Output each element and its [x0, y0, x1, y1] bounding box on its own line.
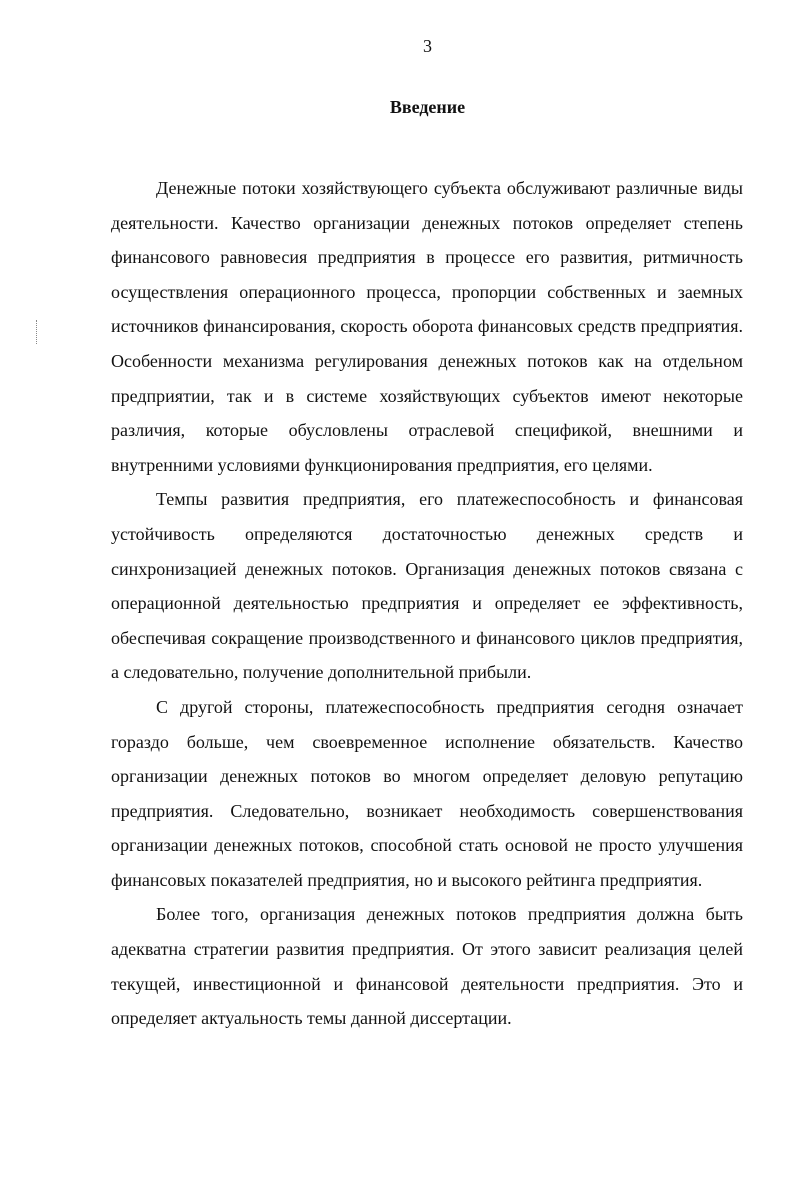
paragraph-4: Более того, организация денежных потоков предприятия должна быть адекватна стратегии развития предприятия. От этого зависит реализация целей текущей, инвестиционной и финансовой деятельности предприятия. Это и определяет актуальность темы данной диссертации. [111, 904, 743, 1029]
page-number: 3 [423, 36, 432, 56]
section-title: Введение [389, 97, 466, 117]
margin-scan-mark [36, 320, 39, 344]
paragraph-2: Темпы развития предприятия, его платежеспособность и финансовая устойчивость определяются достаточностью денежных средств и синхронизацией денежных потоков. Организация денежных потоков связана с операционной деятельностью предприятия и определяет ее эффективность, обеспечивая сокращение производственного и финансового циклов предприятия, а следовательно, получение дополнительной прибыли. [111, 489, 743, 683]
paragraph-3: С другой стороны, платежеспособность предприятия сегодня означает гораздо больше, чем своевременное исполнение обязательств. Качество организации денежных потоков во многом определяет деловую репутацию предприятия. Следовательно, возникает необходимость совершенствования организации денежных потоков, способной стать основой не просто улучшения финансовых показателей предприятия, но и высокого рейтинга предприятия. [111, 696, 743, 890]
paragraph-1: Денежные потоки хозяйствующего субъекта обслуживают различные виды деятельности. Качество организации денежных потоков определяет степень финансового равновесия предприятия в процессе его развития, ритмичность осуществления операционного процесса, пропорции собственных и заемных источников финансирования, скорость оборота финансовых средств предприятия. Особенности механизма регулирования денежных потоков как на отдельном предприятии, так и в системе хозяйствующих субъектов имеют некоторые различия, которые обусловлены отраслевой спецификой, внешними и внутренними условиями функционирования предприятия, его целями. [111, 178, 743, 475]
body-text [111, 171, 743, 1036]
